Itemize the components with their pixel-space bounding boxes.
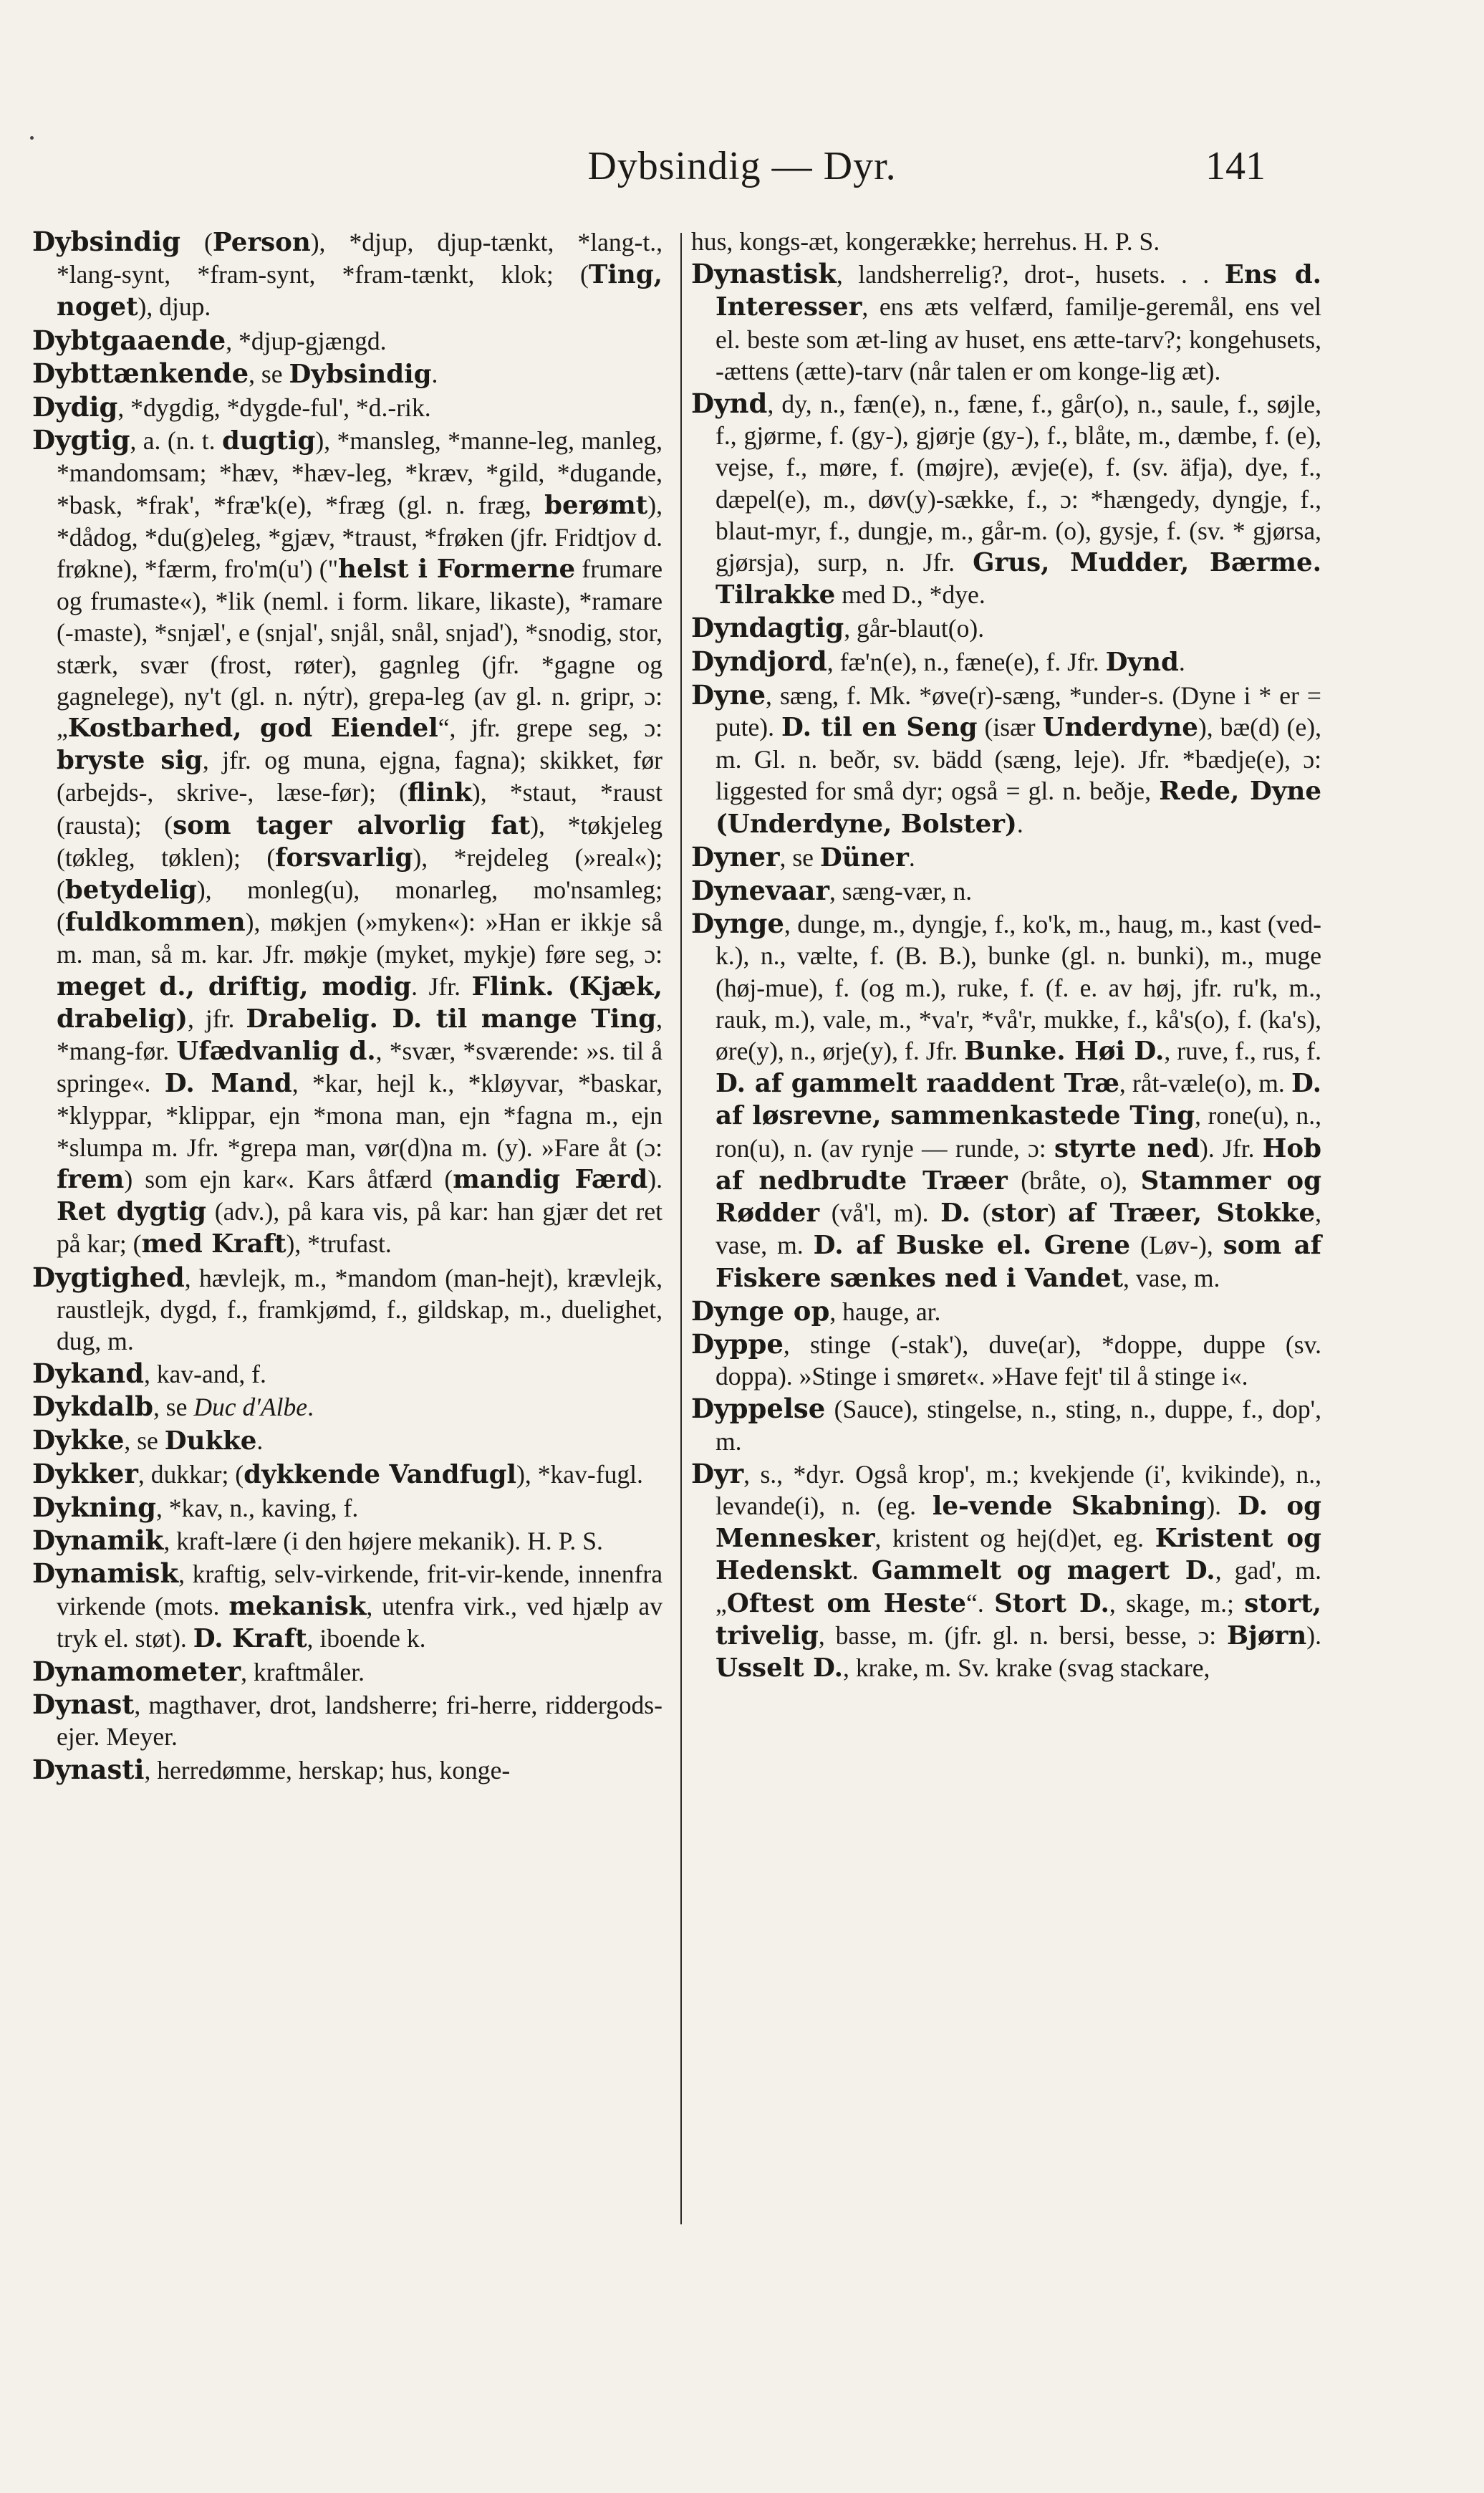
dictionary-entry — [691, 875, 1321, 907]
dictionary-entry — [32, 1424, 662, 1457]
headword: Dybtgaaende — [32, 324, 226, 356]
fraktur-text: D. af løsrevne, sammenkastede Ting — [716, 1069, 1322, 1131]
entry-text: ), *djup, djup-tænkt, *lang-t., *lang-synt, *fram-synt, *fram-tænkt, klok; ( — [57, 228, 662, 289]
entry-text: (bråte, o), — [1007, 1166, 1141, 1195]
left-column — [32, 226, 662, 1787]
entry-text: (vå'l, m). — [819, 1199, 941, 1228]
entry-text: . — [852, 1556, 872, 1585]
entry-text: , dunge, m., dyngje, f., ko'k, m., haug, m., kast (ved-k.), n., vælte, f. (B. B.), bunke (gl. n. bunki), m., muge (høj-mue), f. (og m.), ruke, f. (f. e. av høj, jfr. ru'k, m., rauk, m.), vale, m., *va'r, *vå'r, mukke, f., kå's(o), f. (ka's), øre(y), n., ørje(y), f. Jfr. — [716, 910, 1321, 1066]
entry-text: ), *trufast. — [286, 1229, 392, 1259]
entry-text: , ruve, f., rus, f. — [1164, 1037, 1322, 1066]
entry-text: , råt-væle(o), m. — [1119, 1069, 1292, 1098]
entry-text: ) — [1047, 1199, 1069, 1228]
fraktur-text: mekanisk — [228, 1591, 367, 1621]
fraktur-text: af Træer, Stokke — [1068, 1199, 1316, 1229]
entry-text: , s., *dyr. Også krop', m.; kvekjende (i', kvikinde), n., levande(i), n. (eg. — [716, 1459, 1321, 1520]
entry-text: (adv.), på kara vis, på kar: han gjær det ret på kar; ( — [57, 1197, 662, 1259]
headword: Dyndjord — [691, 645, 827, 677]
entry-text: , se — [249, 359, 289, 388]
dictionary-entry — [32, 1689, 662, 1752]
headword: Dynd — [691, 388, 768, 420]
fraktur-text: forsvarlig — [275, 842, 413, 873]
entry-text: , jfr. og muna, ejgna, fagna); skikket, før (arbejds-, skrive-, læse-før); ( — [57, 746, 662, 807]
headword: Dykand — [32, 1358, 144, 1390]
headword: Dynast — [32, 1689, 135, 1721]
fraktur-text: helst i Formerne — [338, 554, 576, 585]
italic-text: Duc d'Albe — [193, 1393, 308, 1422]
dictionary-entry — [691, 1458, 1321, 1684]
dictionary-entry — [691, 645, 1321, 678]
entry-text: , hævlejk, m., *mandom (man-hejt), krævlejk, raustlejk, dygd, f., framkjømd, f., gildskap, m., duelighet, dug, m. — [57, 1263, 662, 1355]
headword: Dynamik — [32, 1524, 164, 1557]
entry-text: , utenfra virk., ved hjælp av tryk el. støt). — [57, 1591, 662, 1653]
entry-text: , herredømme, herskap; hus, konge- — [144, 1755, 511, 1785]
fraktur-text: Ufædvanlig d. — [176, 1037, 376, 1067]
fraktur-text: dugtig — [221, 426, 316, 456]
entry-text: frumare og frumaste«), *lik (neml. i form. likare, likaste), *ramare (-maste), *snjæl', e (snjal', snjål, snål, snjad'), *snodig, stor, stærk, svær (frost, røter), gagnleg (jfr. *gagne og gagnelege), ny't (gl. n. nýtr), grepa-leg (av gl. n. gripr, ɔ: „ — [57, 554, 662, 743]
entry-text: , *svær, *sværende: »s. til å springe«. — [57, 1037, 662, 1098]
fraktur-text: Usselt D. — [716, 1653, 844, 1683]
entry-text: hus, kongs-æt, kongerække; herrehus. H. P. S. — [691, 227, 1160, 256]
dictionary-entry — [691, 1295, 1321, 1327]
entry-text: , a. (n. t. — [130, 426, 222, 456]
headword: Dyppelse — [691, 1393, 826, 1425]
dictionary-entry — [32, 1492, 662, 1524]
entry-text: , kristent og hej(d)et, eg. — [874, 1524, 1155, 1553]
fraktur-text: Gammelt og magert D. — [871, 1556, 1215, 1586]
headword: Dykker — [32, 1457, 138, 1489]
dictionary-entry — [32, 391, 662, 423]
entry-text: med D., *dye. — [835, 580, 986, 610]
entry-text: , ens æts velfærd, familje-geremål, ens vel el. beste som æt-ling av huset, ens ætte-tarv?; kongehusets, -ættens (ætte)-tarv (når talen er om konge-lig æt). — [716, 292, 1321, 385]
dictionary-entry — [32, 424, 662, 1260]
headword: Dyne — [691, 678, 766, 711]
entry-text: , vase, m. — [1123, 1263, 1220, 1292]
fraktur-text: D. af Buske el. Grene — [813, 1231, 1130, 1261]
entry-text: ) som ejn kar«. Kars åtfærd ( — [124, 1164, 453, 1193]
headword: Dyppe — [691, 1327, 784, 1360]
headword: Dynamometer — [32, 1655, 241, 1687]
entry-text: , iboende k. — [307, 1623, 426, 1653]
entry-text: ), *staut, *raust (rausta); ( — [57, 778, 662, 840]
fraktur-text: med Kraft — [141, 1229, 286, 1259]
entry-text: “, jfr. grepe seg, ɔ: — [438, 714, 662, 743]
fraktur-text: Drabelig. D. til mange Ting — [246, 1004, 657, 1034]
entry-text: . — [1016, 809, 1023, 838]
fraktur-text: Dynd — [1105, 647, 1179, 677]
entry-text: ). — [1306, 1620, 1321, 1650]
entry-text: ), monleg(u), monarleg, mo'nsamleg; ( — [57, 875, 662, 937]
paper-speck — [30, 136, 34, 140]
entry-text: , kraftig, selv-virkende, frit-vir-kende, innenfra virkende (mots. — [57, 1560, 662, 1620]
entry-text: , hauge, ar. — [829, 1297, 941, 1326]
entry-text: . — [908, 842, 915, 872]
headword: Dyner — [691, 840, 780, 873]
fraktur-text: Underdyne — [1042, 713, 1198, 743]
dictionary-entry — [32, 1557, 662, 1655]
entry-text: , rone(u), n., ron(u), n. (av rynje — runde, ɔ: — [716, 1101, 1322, 1163]
fraktur-text: Kristent og Hedenskt — [716, 1524, 1321, 1586]
fraktur-text: Ting, noget — [57, 260, 662, 322]
fraktur-text: Oftest om Heste — [726, 1588, 967, 1618]
headword: Dynge — [691, 908, 784, 940]
fraktur-text: Kostbarhed, god Eiendel — [67, 714, 438, 744]
entry-text: ). — [1206, 1491, 1238, 1520]
headword: Dynastisk — [691, 258, 837, 290]
headword: Dynevaar — [691, 875, 829, 907]
headword: Dykning — [32, 1491, 156, 1523]
entry-text: , dukkar; ( — [138, 1459, 244, 1489]
entry-text: . — [1178, 647, 1185, 676]
entry-text: , krake, m. Sv. krake (svag stackare, — [843, 1653, 1210, 1682]
dictionary-entry — [32, 1390, 662, 1423]
dictionary-entry — [691, 1393, 1321, 1456]
fraktur-text: Dybsindig — [289, 359, 432, 389]
entry-text: ), *kav-fugl. — [516, 1459, 643, 1489]
entry-text: (især — [977, 713, 1043, 742]
dictionary-entry — [691, 841, 1321, 874]
entry-text: . — [307, 1393, 314, 1422]
fraktur-text: frem — [57, 1164, 125, 1194]
fraktur-text: D. Mand — [164, 1069, 292, 1099]
fraktur-text: Hob af nedbrudte Træer — [716, 1133, 1321, 1196]
fraktur-text: Düner — [819, 842, 909, 873]
dictionary-entry — [32, 1458, 662, 1491]
entry-text: . Jfr. — [411, 971, 472, 1001]
entry-text: , *kav, n., kaving, f. — [155, 1493, 359, 1522]
fraktur-text: Bunke. Høi D. — [964, 1037, 1165, 1067]
fraktur-text: fuldkommen — [64, 908, 246, 938]
fraktur-text: Dukke — [164, 1426, 257, 1456]
headword: Dyr — [691, 1457, 744, 1489]
fraktur-text: D. og Mennesker — [716, 1491, 1321, 1554]
fraktur-text: D. Kraft — [193, 1623, 307, 1653]
entry-text: ( — [180, 228, 213, 256]
fraktur-text: som af Fiskere sænkes ned i Vandet — [716, 1231, 1321, 1293]
fraktur-text: Bjørn — [1226, 1620, 1307, 1651]
fraktur-text: styrte ned — [1054, 1133, 1200, 1163]
running-title: Dybsindig — Dyr. — [587, 144, 897, 188]
entry-text: , går-blaut(o). — [844, 614, 985, 643]
dictionary-entry — [32, 226, 662, 324]
fraktur-text: D. til en Seng — [781, 713, 978, 743]
headword: Dybsindig — [32, 226, 181, 257]
entry-text: , *dygdig, *dygde-ful', *d.-rik. — [117, 393, 431, 423]
fraktur-text: mandig Færd — [453, 1164, 648, 1194]
fraktur-text: D. — [940, 1199, 971, 1229]
dictionary-entry — [32, 1656, 662, 1688]
headword: Dydig — [32, 391, 118, 423]
entry-continuation — [691, 226, 1321, 257]
fraktur-text: berømt — [544, 490, 648, 520]
dictionary-entry — [32, 357, 662, 390]
entry-text: (Sauce), stingelse, n., sting, n., duppe, f., dop', m. — [716, 1395, 1321, 1456]
fraktur-text: D. af gammelt raaddent Træ — [716, 1069, 1119, 1099]
fraktur-text: Rede, Dyne (Underdyne, Bolster) — [716, 777, 1321, 839]
entry-text: , landsherrelig?, drot-, husets. . . — [836, 260, 1225, 289]
dictionary-entry — [691, 908, 1321, 1294]
headword: Dynge op — [691, 1294, 830, 1327]
entry-text: ), *rejdeleg (»real«); ( — [57, 842, 662, 905]
entry-text: ), *dådog, *du(g)eleg, *gjæv, *traust, *frøken (jfr. Fridtjov d. frøkne), *færm, fro'm(u') (" — [57, 490, 662, 584]
dictionary-entry — [691, 1328, 1321, 1392]
dictionary-entry — [32, 325, 662, 357]
entry-text: , basse, m. (jfr. gl. n. bersi, besse, ɔ: — [818, 1620, 1227, 1650]
dictionary-entry — [691, 679, 1321, 840]
entry-text: , *mang-før. — [57, 1004, 662, 1066]
entry-text: ). Jfr. — [1200, 1133, 1263, 1163]
fraktur-text: Stort D. — [994, 1588, 1109, 1618]
dictionary-entry — [32, 1262, 662, 1358]
entry-text: , kraftmåler. — [241, 1657, 365, 1686]
fraktur-text: Grus, Mudder, Bærme. Tilrakke — [716, 548, 1321, 610]
entry-text: (Løv-), — [1130, 1231, 1223, 1260]
fraktur-text: stor — [991, 1199, 1048, 1229]
fraktur-text: meget d., driftig, modig — [57, 971, 412, 1001]
fraktur-text: som tager alvorlig fat — [173, 810, 531, 840]
entry-text: , vase, m. — [716, 1199, 1321, 1260]
entry-text: ). — [647, 1164, 662, 1193]
headword: Dykdalb — [32, 1390, 153, 1423]
entry-text: ), *tøkjeleg (tøkleg, tøklen); ( — [57, 810, 663, 872]
entry-text: ( — [970, 1199, 991, 1228]
entry-text: , sæng-vær, n. — [829, 877, 973, 906]
dictionary-entry — [691, 258, 1321, 387]
fraktur-text: Flink. (Kjæk, drabelig) — [57, 971, 662, 1034]
fraktur-text: Person — [212, 228, 311, 257]
entry-text: ), *mansleg, *manne-leg, manleg, *mandomsam; *hæv, *hæv-leg, *kræv, *gild, *dugande, *bask, *frak', *fræ'k(e), *fræg (gl. n. fræg, — [57, 426, 662, 519]
headword: Dygtig — [32, 424, 130, 456]
page-header — [0, 143, 1484, 201]
entry-text: ), møkjen (»myken«): »Han er ikkje så m. man, så m. kar. Jfr. møkje (myket, mykje) føre seg, ɔ: — [57, 908, 662, 969]
entry-text: . — [256, 1426, 264, 1455]
entry-text: “. — [966, 1588, 995, 1618]
headword: Dybttænkende — [32, 357, 249, 389]
headword: Dyndagtig — [691, 612, 844, 644]
dictionary-entry — [691, 612, 1321, 644]
column-divider — [680, 233, 682, 2224]
fraktur-text: stort, trivelig — [716, 1588, 1321, 1651]
entry-text: , kav-and, f. — [143, 1360, 266, 1389]
entry-text: , *kar, hejl k., *kløyvar, *baskar, *klyppar, *klippar, ejn *mona man, ejn *fagna m., ejn *slumpa m. Jfr. *grepa man, vør(d)na m. (y). »Fare åt (ɔ: — [57, 1069, 662, 1162]
fraktur-text: le-vende Skabning — [932, 1491, 1207, 1521]
fraktur-text: Ens d. Interesser — [716, 260, 1321, 322]
entry-text: , se — [124, 1426, 165, 1455]
entry-text: , sæng, f. Mk. *øve(r)-sæng, *under-s. (Dyne i * er = pute). — [716, 681, 1321, 742]
fraktur-text: Ret dygtig — [57, 1197, 207, 1227]
dictionary-entry — [32, 1754, 662, 1786]
entry-text: , skage, m.; — [1109, 1588, 1245, 1618]
entry-text: , fæ'n(e), n., fæne(e), f. Jfr. — [827, 647, 1106, 676]
headword: Dygtighed — [32, 1261, 185, 1293]
entry-text: , gad', m. „ — [716, 1556, 1321, 1618]
entry-text: , kraft-lære (i den højere mekanik). H. P. S. — [163, 1527, 603, 1556]
page-number: 141 — [1205, 144, 1266, 188]
entry-text: , jfr. — [187, 1004, 246, 1033]
headword: Dykke — [32, 1423, 125, 1456]
fraktur-text: Stammer og Rødder — [716, 1166, 1321, 1229]
entry-text: . — [431, 359, 438, 388]
entry-text: ), bæ(d) (e), m. Gl. n. beðr, sv. bädd (sæng, leje). Jfr. *bædje(e), ɔ: liggested for små dyr; også = gl. n. beðje, — [716, 713, 1321, 806]
right-column — [691, 226, 1321, 1685]
dictionary-entry — [32, 1358, 662, 1390]
headword: Dynamisk — [32, 1557, 179, 1590]
fraktur-text: bryste sig — [57, 746, 203, 776]
fraktur-text: flink — [407, 778, 472, 808]
entry-text: ), djup. — [138, 292, 211, 322]
entry-text: , se — [779, 842, 820, 872]
entry-text: , se — [153, 1393, 194, 1422]
fraktur-text: dykkende Vandfugl — [244, 1459, 517, 1489]
entry-text: , magthaver, drot, landsherre; fri-herre, riddergods-ejer. Meyer. — [57, 1691, 662, 1752]
entry-text: , *djup-gjængd. — [226, 326, 387, 355]
dictionary-entry — [691, 388, 1321, 611]
entry-text: , dy, n., fæn(e), n., fæne, f., går(o), n., saule, f., søjle, f., gjørme, f. (gy-), gjørje (gy-), f., blåte, m., dæmbe, f. (e), vejse, f., møre, f. (møjre), ævje(e), f. (sv. äfja), dye, f., dæpel(e), m., døv(y)-sække, f., ɔ: *hængedy, dyngje, f., blaut-myr, f., dungje, m., går-m. (o), gysje, f. (sv. * gjørsa, gjørsja), surp, n. Jfr. — [716, 390, 1321, 577]
fraktur-text: betydelig — [64, 875, 197, 906]
headword: Dynasti — [32, 1753, 145, 1785]
entry-text: , stinge (-stak'), duve(ar), *doppe, duppe (sv. doppa). »Stinge i smøret«. »Have fejt' til å stinge i«. — [716, 1330, 1321, 1391]
dictionary-entry — [32, 1524, 662, 1557]
